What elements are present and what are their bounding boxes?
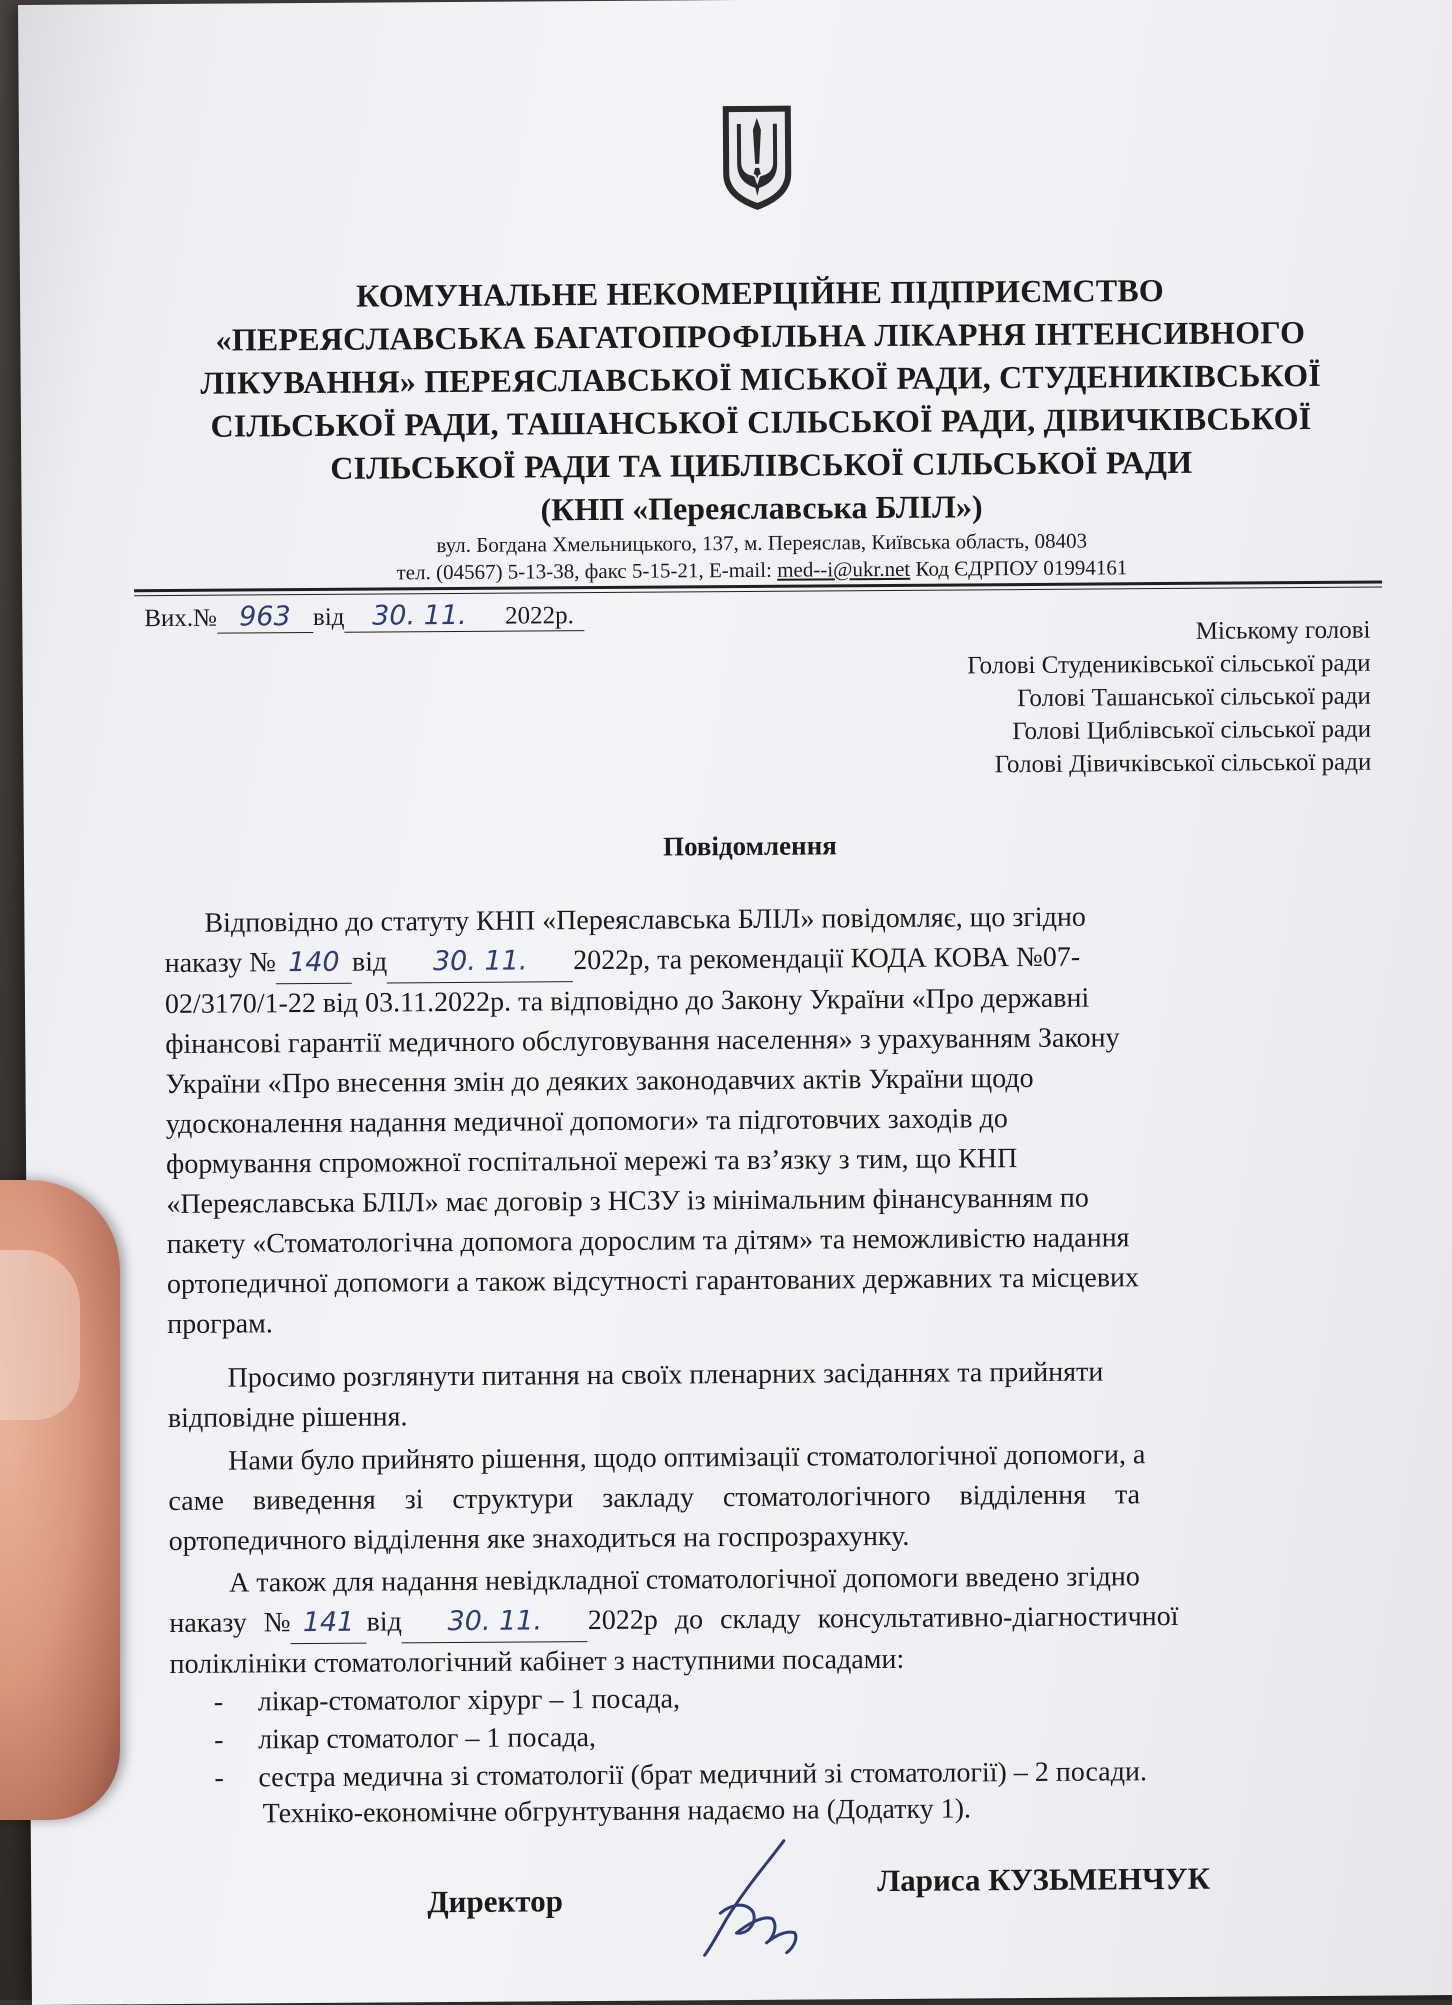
recipient: Голові Дівичківської сільської ради (994, 748, 1372, 779)
text-line: ортопедичного відділення яке знаходиться на госпрозрахунку. (168, 1520, 910, 1558)
outgoing-date-field (344, 600, 494, 633)
order-from-label: від (366, 1606, 402, 1638)
handwritten-order-number: 141 (302, 1606, 355, 1639)
list-item-text: сестра медична зі стоматології (брат медичний зі стоматології) – 2 посади. (258, 1756, 1148, 1794)
text-line: ортопедичної допомоги а також відсутності гарантованих державних та місцевих (166, 1262, 1140, 1301)
text-line: «Переяславська БЛІЛ» має договір з НСЗУ із мінімальним фінансуванням по (166, 1182, 1089, 1221)
list-item (214, 1715, 1147, 1760)
document-title: Повідомлення (662, 830, 837, 862)
org-address: вул. Богдана Хмельницького, 137, м. Переяслав, Київська область, 08403 (436, 528, 1088, 558)
feasibility-note: Техніко-економічне обгрунтування надаємо на (Додатку 1). (262, 1793, 972, 1830)
document-page (18, 0, 1452, 2005)
order-number-field (290, 1603, 366, 1645)
text-line: поліклініки стоматологічний кабінет з наступними посадами: (169, 1643, 905, 1681)
phone-fax: тел. (04567) 5-13-38, факс 5-15-21, E-mail: (396, 557, 778, 585)
recipient: Голові Студениківської сільської ради (967, 649, 1371, 680)
org-name-line: СІЛЬСЬКОЇ РАДИ, ТАШАНСЬКОЇ СІЛЬСЬКОЇ РАДИ, ДІВИЧКІВСЬКОЇ (210, 400, 1312, 444)
text-line: А також для надання невідкладної стоматологічної допомоги введено згідно (228, 1561, 1140, 1599)
org-name-line: СІЛЬСЬКОЇ РАДИ ТА ЦИБЛІВСЬКОЇ СІЛЬСЬКОЇ РАДИ (330, 443, 1193, 486)
paragraph-1 (164, 895, 1399, 1345)
text-line: 02/3170/1-22 від 03.11.2022р. та відповідно до Закону України «Про державні (164, 982, 1090, 1021)
paragraph-3 (168, 1433, 1401, 1562)
order-date-field (402, 1601, 588, 1643)
edrpou-code: Код ЄДРПОУ 01994161 (910, 555, 1128, 581)
trident-emblem-icon (719, 102, 796, 215)
text-line: формування спроможної госпітальної мережі та вз’язку з тим, що КНП (166, 1143, 1018, 1181)
positions-list (214, 1677, 1147, 1798)
org-name-line: КОМУНАЛЬНЕ НЕКОМЕРЦІЙНЕ ПІДПРИЄМСТВО (356, 272, 1165, 314)
outgoing-from-label: від (312, 603, 345, 631)
email-link[interactable]: med--i@ukr.net (777, 556, 911, 582)
signatory-name: Лариса КУЗЬМЕНЧУК (877, 1860, 1211, 1899)
text-line: відповідне рішення. (167, 1401, 408, 1435)
organization-header (120, 267, 1402, 588)
handwritten-number: 963 (239, 601, 291, 633)
order-number-field (276, 943, 352, 985)
text-line: Відповідно до статуту КНП «Переяславська БЛІЛ» повідомляє, що згідно (204, 901, 1086, 939)
text-fragment: 2022р, та рекомендації КОДА КОВА №07- (573, 941, 1081, 977)
text-line: Нами було прийнято рішення, щодо оптимізації стоматологічної допомоги, а (228, 1439, 1146, 1477)
outgoing-label: Вих.№ (144, 604, 218, 633)
paragraph-4 (169, 1555, 1402, 1685)
org-abbreviation: (КНП «Переяславська БЛІЛ») (540, 488, 983, 528)
paragraph-2 (167, 1350, 1400, 1439)
handwritten-order-date: 30. 11. (447, 1605, 543, 1638)
list-item-text: лікар стоматолог – 1 посада, (258, 1722, 597, 1756)
list-dash: - (214, 1724, 224, 1756)
text-line: пакету «Стоматологічна допомога дорослим та дітям» та неможливістю надання (166, 1222, 1130, 1261)
order-from-label: від (351, 946, 388, 978)
signatory-role: Директор (427, 1883, 564, 1920)
text-line: Просимо розглянути питання на своїх пленарних засіданнях та прийняти (227, 1356, 1104, 1394)
list-item (214, 1677, 1147, 1722)
order-label: наказу № (164, 947, 277, 980)
list-item (214, 1753, 1147, 1798)
handwritten-date: 30. 11. (372, 599, 467, 632)
text-line: удосконалення надання медичної допомоги» та підготовчих заходів до (165, 1103, 1008, 1141)
org-name-line: ЛІКУВАННЯ» ПЕРЕЯСЛАВСЬКОЇ МІСЬКОЇ РАДИ, СТУДЕНИКІВСЬКОЇ (200, 356, 1322, 401)
handwritten-order-date: 30. 11. (432, 945, 528, 978)
org-name-line: «ПЕРЕЯСЛАВСЬКА БАГАТОПРОФІЛЬНА ЛІКАРНЯ ІНТЕНСИВНОГО (215, 314, 1306, 358)
order-date-field (387, 941, 573, 983)
handwritten-signature-icon (686, 1835, 817, 1961)
text-line: фінансові гарантії медичного обслуговування населення» з урахуванням Закону (165, 1022, 1120, 1061)
list-dash: - (213, 1686, 224, 1718)
outgoing-number-field (217, 601, 313, 634)
text-line: саме виведення зі структури закладу стоматологічного відділення та (168, 1479, 1141, 1518)
outgoing-year: 2022р. (494, 602, 584, 632)
recipient: Міському голові (1195, 616, 1371, 645)
outgoing-number (144, 599, 584, 634)
list-dash: - (214, 1762, 224, 1794)
thumbnail-nail (0, 1250, 80, 1420)
recipient: Голові Ташанської сільської ради (1017, 682, 1371, 713)
order-label: наказу № (169, 1607, 291, 1640)
recipient: Голові Циблівської сільської ради (1012, 715, 1372, 746)
text-fragment: 2022р до складу консультативно-діагностичної (587, 1600, 1179, 1637)
handwritten-order-number: 140 (288, 946, 340, 979)
text-line: України «Про внесення змін до деяких законодавчих актів України щодо (165, 1062, 1034, 1101)
recipients-block (967, 614, 1372, 782)
list-item-text: лікар-стоматолог хірург – 1 посада, (257, 1683, 681, 1718)
text-line: програм. (167, 1308, 273, 1341)
